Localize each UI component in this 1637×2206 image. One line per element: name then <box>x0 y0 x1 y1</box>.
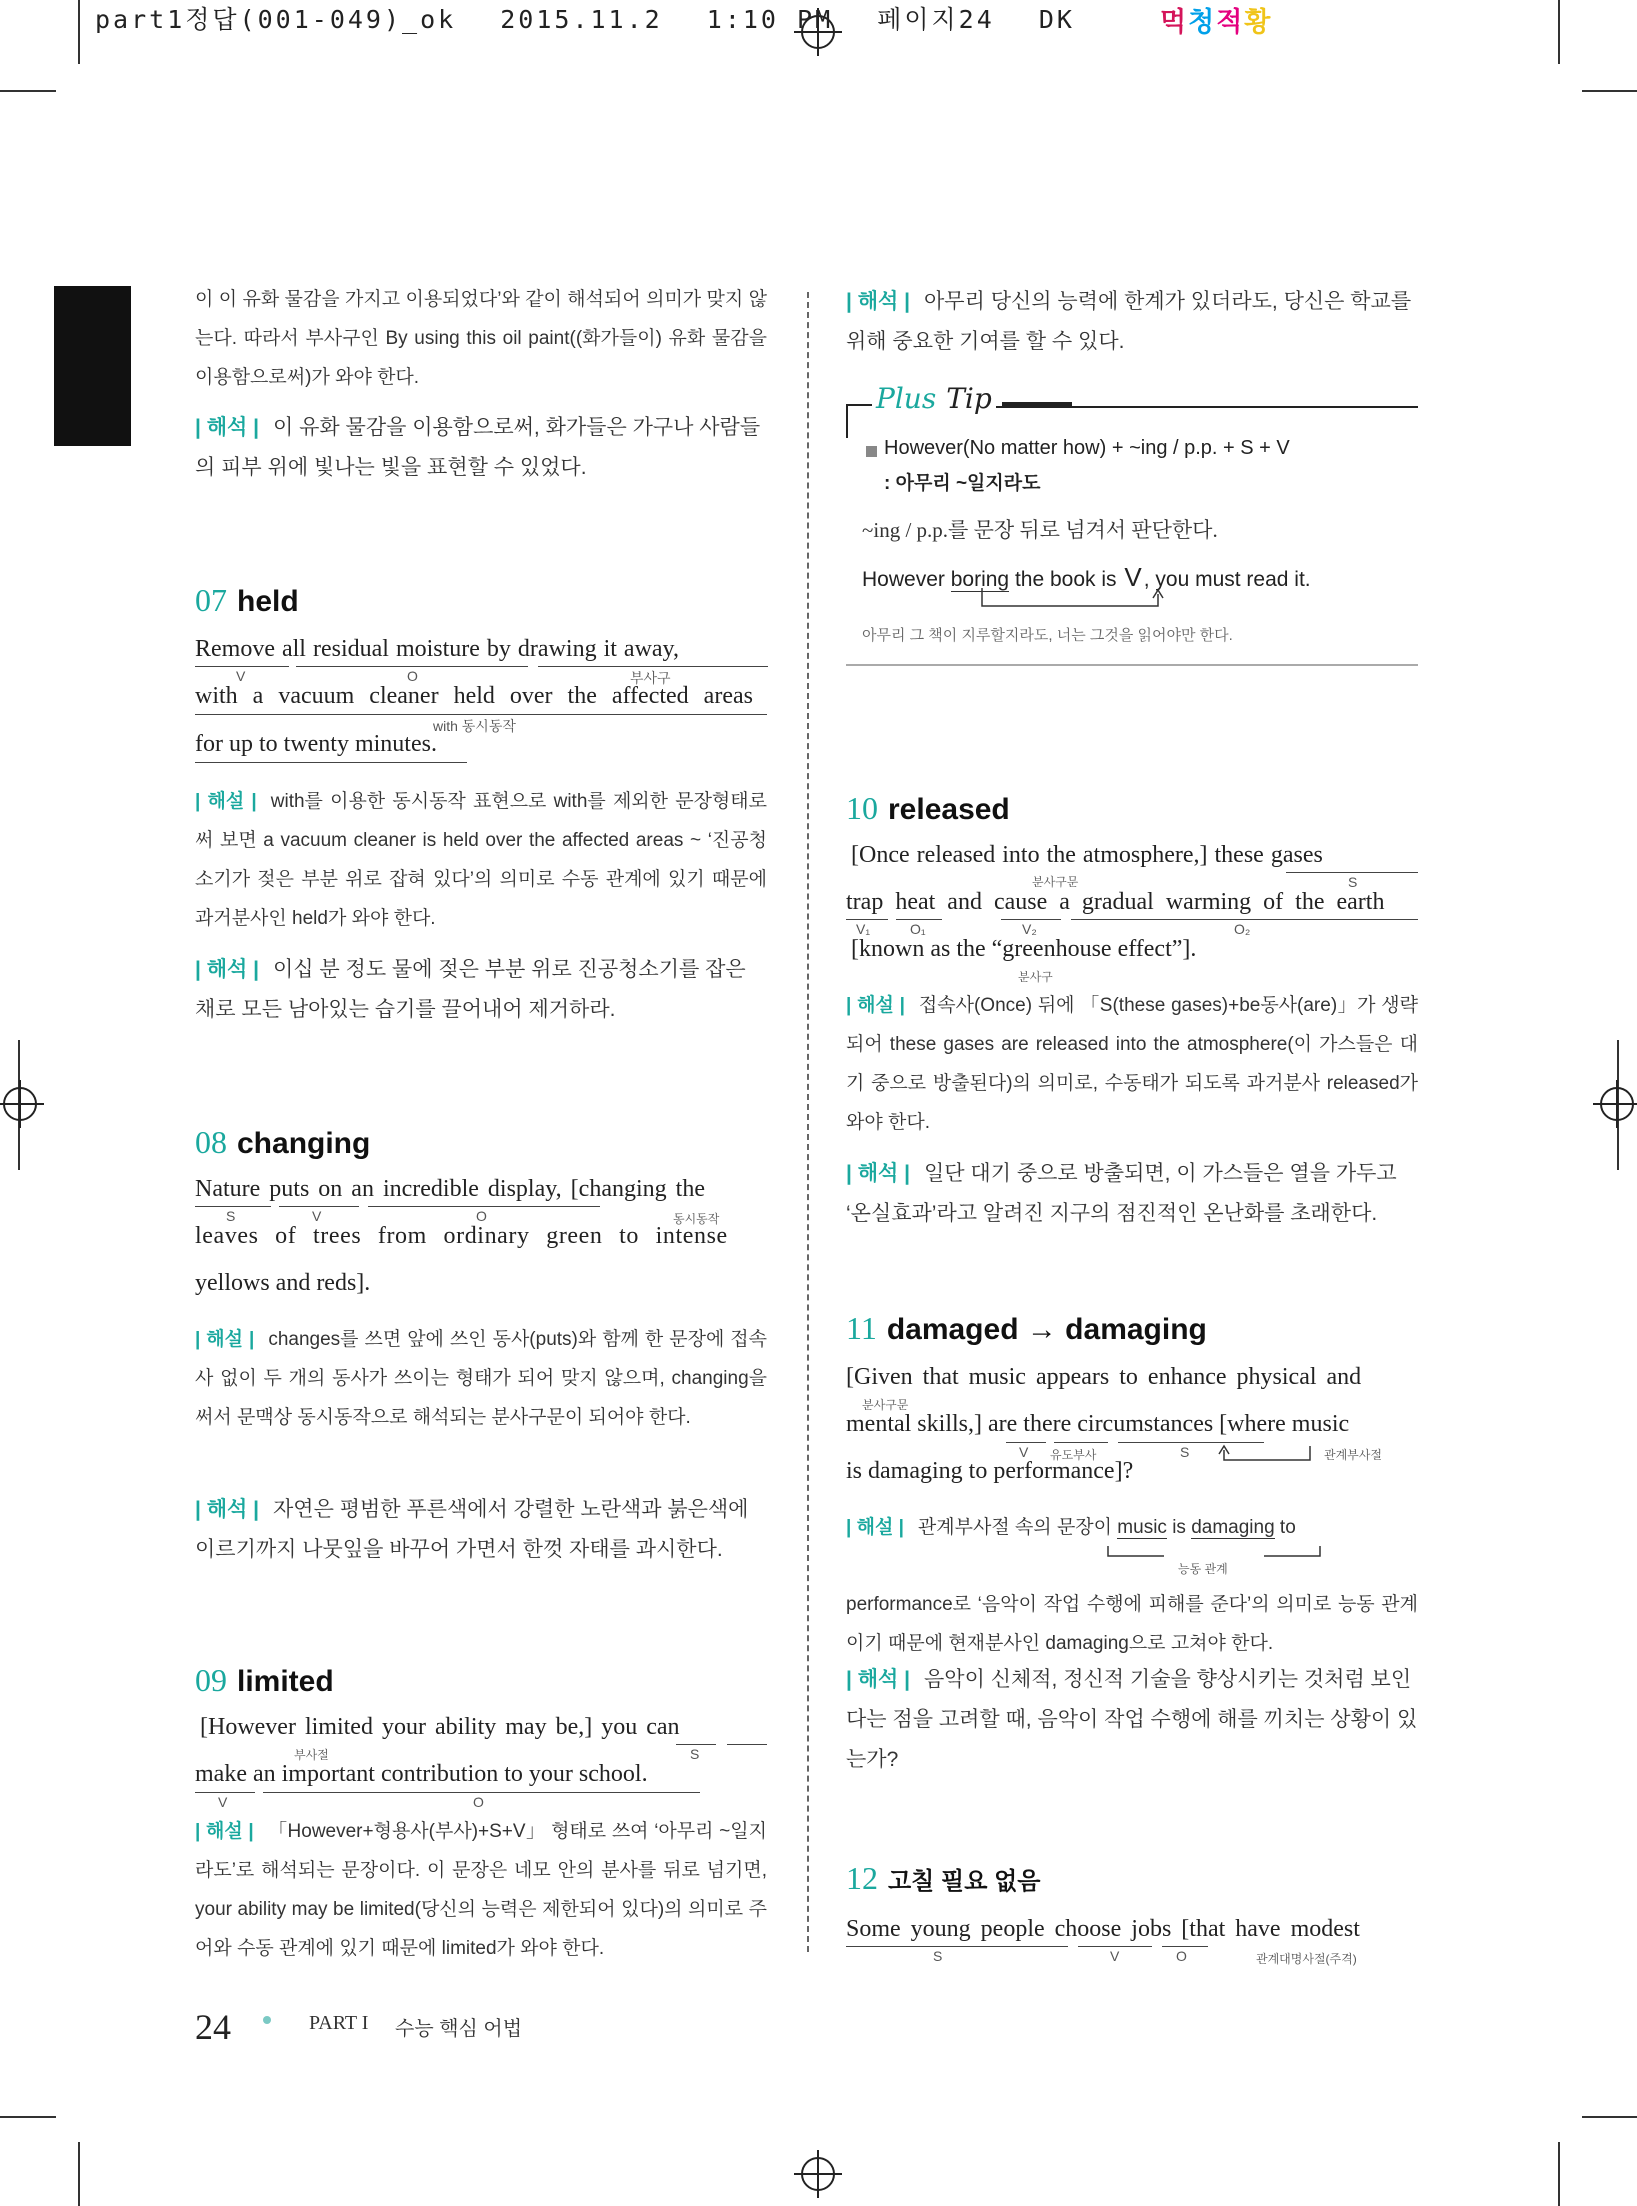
underline <box>195 714 767 715</box>
sentence-line: [known as the “greenhouse effect”]. <box>851 936 1197 962</box>
tip-title <box>876 382 992 415</box>
sentence-line: [However limited your ability may be,] you can <box>200 1714 680 1740</box>
explanation-10 <box>846 986 1418 1142</box>
sentence-line: is damaging to performance]? <box>846 1458 1134 1484</box>
translation-text: 이십 분 정도 물에 젖은 부분 위로 진공청소기를 잡은 채로 모든 남아있는 습기를 끌어내어 제거하라. <box>195 958 746 1021</box>
sentence-line: [Given that music appears to enhance physical and <box>846 1364 1362 1390</box>
grammar-label: 동시동작 <box>673 1212 720 1226</box>
translation-tag: | 해석 | <box>846 1668 910 1691</box>
crop-mark <box>78 0 80 64</box>
brand-char: 황 <box>1244 7 1273 37</box>
column-divider <box>807 292 809 1952</box>
underline <box>195 1206 271 1207</box>
grammar-label: V <box>1019 1444 1029 1460</box>
grammar-label: O <box>476 1208 487 1224</box>
tip-rule-text: However(No matter how) + ~ing / p.p. + S + V <box>884 437 1290 459</box>
underline <box>1078 1946 1152 1947</box>
tip-bottom-rule <box>846 664 1418 666</box>
grammar-label: O <box>473 1794 484 1810</box>
slug-page: 페이지24 <box>877 5 995 34</box>
answer-word: released <box>888 793 1010 826</box>
explanation-07 <box>195 782 767 938</box>
translation-tag: | 해석 | <box>195 416 259 439</box>
intro-text: 이 이 유화 물감을 가지고 이용되었다’와 같이 해석되어 의미가 맞지 않는다. 따라서 부사구인 By using this oil paint((화가들이) 유화 물감을 이용함으로써)가 와야 한다. <box>195 289 767 388</box>
insertion-mark: V <box>1124 562 1142 592</box>
question-heading-09 <box>195 1662 334 1699</box>
question-number: 11 <box>846 1310 877 1346</box>
underline <box>279 1206 359 1207</box>
print-slug <box>95 0 1101 38</box>
explanation-text: performance로 ‘음악이 작업 수행에 피해를 준다’의 의미로 능동 관계이기 때문에 현재분사인 damaging으로 고쳐야 한다. <box>846 1594 1418 1654</box>
grammar-label: S <box>690 1746 700 1762</box>
sentence-line: [Once released into the atmosphere,] these gases <box>851 842 1323 868</box>
grammar-label: S <box>1180 1444 1190 1460</box>
color-bar-label <box>1160 0 1272 39</box>
intro-translation <box>195 408 767 488</box>
footer-part-label: PART I <box>309 2012 369 2034</box>
underline <box>195 1792 255 1793</box>
relation-label: 능동 관계 <box>1178 1562 1228 1576</box>
registration-mark-icon <box>0 1080 44 1128</box>
grammar-label: V <box>1110 1948 1120 1964</box>
crop-mark <box>0 2116 56 2118</box>
explanation-text: changes를 쓰면 앞에 쓰인 동사(puts)와 함께 한 문장에 접속사 없이 두 개의 동사가 쓰이는 형태가 되어 맞지 않으며, changing을 써서 문맥상 동시동작으로 해석되는 분사구문이 되어야 한다. <box>195 1329 767 1428</box>
answer-word: limited <box>237 1665 334 1698</box>
grammar-label: V <box>312 1208 322 1224</box>
explanation-tag: | 해설 | <box>195 1329 255 1350</box>
answer-word: held <box>237 585 299 618</box>
tip-bracket <box>846 404 872 406</box>
crop-mark <box>1558 0 1560 64</box>
explanation-tag: | 해설 | <box>846 1517 904 1538</box>
grammar-label: V <box>236 668 246 684</box>
underline <box>1006 1442 1046 1443</box>
question-number: 09 <box>195 1662 227 1698</box>
underline <box>1162 1946 1208 1947</box>
registration-mark-icon <box>794 2150 842 2198</box>
translation-08 <box>195 1490 767 1570</box>
underline <box>1071 919 1418 920</box>
grammar-label: 분사구문 <box>862 1398 909 1412</box>
translation-tag: | 해석 | <box>195 1498 259 1521</box>
question-number: 10 <box>846 790 878 826</box>
translation-text: 일단 대기 중으로 방출되면, 이 가스들은 열을 가두고 ‘온실효과’라고 알려진 지구의 점진적인 온난화를 초래한다. <box>846 1162 1397 1225</box>
explanation-line <box>846 1508 1418 1547</box>
explanation-highlight: damaging <box>1191 1517 1275 1538</box>
tip-title-tip: Tip <box>946 382 992 415</box>
grammar-label: with 동시동작 <box>433 718 516 734</box>
underline <box>195 666 289 667</box>
sentence-line: make an important contribution to your school. <box>195 1761 648 1787</box>
answer-word: 고칠 필요 없음 <box>888 1868 1041 1895</box>
question-heading-10 <box>846 790 1010 827</box>
grammar-label: O <box>1176 1948 1187 1964</box>
brand-char: 먹 <box>1160 7 1189 37</box>
grammar-label: 부사구 <box>630 670 671 686</box>
crop-mark <box>1558 2142 1560 2206</box>
tip-title-plus: Plus <box>876 382 937 415</box>
explanation-tag: | 해설 | <box>195 791 257 812</box>
grammar-label: 관계부사절 <box>1324 1448 1382 1462</box>
tip-rule <box>996 406 1418 408</box>
underline <box>1001 919 1061 920</box>
question-heading-08 <box>195 1124 370 1161</box>
tip-example-highlight: boring <box>950 568 1010 591</box>
sentence-line: mental skills,] are there circumstances [where music <box>846 1411 1350 1437</box>
slug-initials: DK <box>1038 5 1075 34</box>
crop-mark <box>1582 90 1637 92</box>
translation-11 <box>846 1660 1418 1780</box>
tip-note: ~ing / p.p.를 문장 뒤로 넘겨서 판단한다. <box>862 518 1218 542</box>
brand-char: 적 <box>1216 7 1245 37</box>
sentence-line: trap heat and cause a gradual warming of the earth <box>846 889 1385 915</box>
explanation-highlight: music <box>1117 1517 1167 1538</box>
underline <box>538 666 768 667</box>
explanation-text: with를 이용한 동시동작 표현으로 with를 제외한 문장형태로 써 보면 a vacuum cleaner is held over the affected areas ~ ‘진공청소기가 젖은 부분 위로 잡혀 있다’의 의미로 수동 관계에 있기 때문에 과거분사인 held가 와야 한다. <box>195 791 767 929</box>
tip-example-part: However <box>862 568 945 591</box>
question-number: 08 <box>195 1124 227 1160</box>
sentence-line: with a vacuum cleaner held over the affected areas <box>195 683 753 709</box>
underline <box>1054 1442 1108 1443</box>
explanation-tag: | 해설 | <box>846 995 905 1016</box>
underline <box>676 1744 716 1745</box>
underline <box>846 919 888 920</box>
grammar-label: V₁ <box>856 921 871 937</box>
tip-example-translation: 아무리 그 책이 지루할지라도, 너는 그것을 읽어야만 한다. <box>862 627 1233 644</box>
move-arrow-icon <box>976 586 1176 614</box>
translation-text: 아무리 당신의 능력에 한계가 있더라도, 당신은 학교를 위해 중요한 기여를 할 수 있다. <box>846 290 1412 353</box>
underline <box>896 919 942 920</box>
tip-bracket <box>846 404 848 438</box>
explanation-tag: | 해설 | <box>195 1821 254 1842</box>
translation-tag: | 해석 | <box>846 290 910 313</box>
tip-rule-meaning: : 아무리 ~일지라도 <box>884 473 1041 494</box>
underline <box>1286 872 1418 873</box>
tip-rule-accent <box>1002 402 1072 406</box>
crop-mark <box>78 2142 80 2206</box>
section-tab <box>54 286 131 446</box>
underline <box>195 762 467 763</box>
grammar-label: S <box>1348 874 1358 890</box>
grammar-label: 분사구문 <box>1032 875 1079 889</box>
sentence-line: Nature puts on an incredible display, [changing the <box>195 1176 705 1202</box>
explanation-text: 「However+형용사(부사)+S+V」 형태로 쓰여 ‘아무리 ~일지라도’로 해석되는 문장이다. 이 문장은 네모 안의 분사를 뒤로 넘기면, your ability may be limited(당신의 능력은 제한되어 있다)의 의미로 주어와 수동 관계에 있기 때문에 limited가 와야 한다. <box>195 1821 767 1959</box>
brand-char: 청 <box>1188 7 1217 37</box>
grammar-label: 분사구 <box>1018 970 1053 984</box>
antecedent-arrow-icon <box>1218 1440 1318 1470</box>
footer-section-title: 수능 핵심 어법 <box>395 2018 523 2040</box>
grammar-label: O <box>407 668 418 684</box>
sentence-line: Some young people choose jobs [that have modest <box>846 1916 1360 1942</box>
bullet-square-icon <box>866 446 877 457</box>
slug-filename: part1정답(001-049)_ok <box>95 5 457 34</box>
explanation-text: to <box>1274 1517 1296 1538</box>
question-number: 07 <box>195 582 227 618</box>
explanation-09 <box>195 1812 767 1968</box>
sentence-line: for up to twenty minutes. <box>195 731 437 757</box>
grammar-label: O₂ <box>1234 921 1251 937</box>
grammar-label: 관계대명사절(주격) <box>1256 1952 1357 1966</box>
plus-tip-box <box>846 380 1418 666</box>
sentence-line: leaves of trees from ordinary green to intense <box>195 1223 728 1249</box>
question-number: 12 <box>846 1860 878 1896</box>
underline <box>727 1744 767 1745</box>
answer-word: damaged → damaging <box>886 1313 1207 1346</box>
translation-tag: | 해석 | <box>846 1162 910 1185</box>
grammar-label: O₁ <box>910 921 926 937</box>
grammar-label: V <box>218 1794 228 1810</box>
tip-example-part: , you must read it. <box>1143 568 1311 591</box>
translation-07 <box>195 950 767 1030</box>
question-heading-07 <box>195 582 299 619</box>
grammar-label: S <box>226 1208 236 1224</box>
explanation-text: 접속사(Once) 뒤에 「S(these gases)+be동사(are)」가 생략되어 these gases are released into the atmosphere(이 가스들은 대기 중으로 방출된다)의 의미로, 수동태가 되도록 과거분사 released가 와야 한다. <box>846 995 1418 1133</box>
page-number: 24 <box>195 2007 231 2047</box>
grammar-label: 부사절 <box>294 1748 329 1762</box>
tip-example-part: the book is <box>1014 568 1117 591</box>
underline <box>846 1946 1068 1947</box>
underline <box>368 1206 600 1207</box>
question-heading-12 <box>846 1860 1040 1897</box>
translation-10 <box>846 1154 1418 1234</box>
explanation-11 <box>846 1508 1418 1663</box>
translation-text: 이 유화 물감을 이용함으로써, 화가들은 가구나 사람들의 피부 위에 빛나는 빛을 표현할 수 있었다. <box>195 416 761 479</box>
intro-paragraph <box>195 280 767 397</box>
translation-tag: | 해석 | <box>195 958 259 981</box>
translation-text: 자연은 평범한 푸른색에서 강렬한 노란색과 붉은색에 이르기까지 나뭇잎을 바꾸어 가면서 한껏 자태를 과시한다. <box>195 1498 749 1561</box>
underline <box>296 666 528 667</box>
registration-mark-icon <box>794 8 842 56</box>
answer-word: changing <box>237 1127 371 1160</box>
grammar-label: 유도부사 <box>1050 1448 1097 1462</box>
crop-mark <box>1582 2116 1637 2118</box>
question-heading-11 <box>846 1310 1207 1347</box>
bullet-dot-icon <box>263 2016 271 2024</box>
explanation-08 <box>195 1320 767 1437</box>
grammar-label: V₂ <box>1022 921 1037 937</box>
sentence-line: yellows and reds]. <box>195 1270 371 1296</box>
slug-time: 1:10 PM <box>706 5 834 34</box>
sentence-line: Remove all residual moisture by drawing it away, <box>195 636 679 662</box>
explanation-text: 관계부사절 속의 문장이 <box>917 1517 1118 1538</box>
explanation-text: is <box>1166 1517 1192 1538</box>
slug-date: 2015.11.2 <box>500 5 663 34</box>
grammar-label: S <box>933 1948 943 1964</box>
translation-09 <box>846 282 1418 362</box>
registration-mark-icon <box>1593 1080 1637 1128</box>
underline <box>263 1792 700 1793</box>
crop-mark <box>0 90 56 92</box>
translation-text: 음악이 신체적, 정신적 기술을 향상시키는 것처럼 보인다는 점을 고려할 때, 음악이 작업 수행에 해를 끼치는 상황이 있는가? <box>846 1668 1418 1771</box>
